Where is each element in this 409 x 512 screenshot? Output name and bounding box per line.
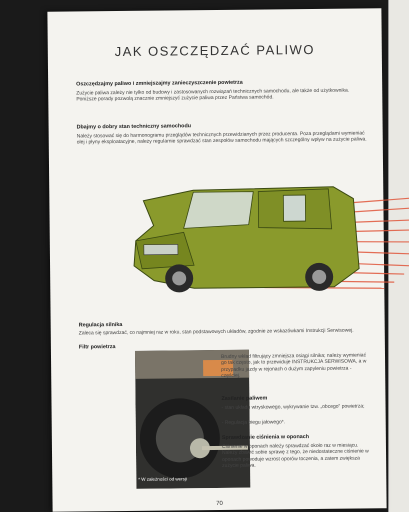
car-illustration	[83, 168, 409, 321]
air-filter-body: Brudny wkład filtrujący zmniejsza osiągi silnika; należy wymieniać go tak często, jak to przewiduje INSTRUKCJA SERWISOWA, a w przypadku jazdy w rejonach o dużym zapyleniu powietrza - częściej.	[220, 352, 367, 379]
section-heading-air-filter: Filtr powietrza	[78, 344, 116, 351]
page-number: 70	[216, 500, 223, 508]
section-heading-maintenance: Dbajmy o dobry stan techniczny samochodu	[76, 123, 192, 131]
tires-body: Ciśnienie w oponach należy sprawdzać około raz w miesiącu. Należy zbawić sobie sprawę z tego, że niedostateczne ciśnienie w oponach powoduje wzrost oporów toczenia, a zatem zwiększa zużycie paliwa.	[221, 442, 369, 469]
fuel-item-1: - stan układu wtryskowego, wykrywanie tzw. „obcego" powietrza;	[221, 403, 365, 411]
section-heading-tires: Sprawdzanie ciśnienia w oponach	[221, 434, 310, 441]
book-page	[47, 8, 386, 511]
section-heading-economy: Oszczędzajmy paliwo i zmniejszajmy zanieczyszczenie powietrza	[76, 79, 243, 88]
section-heading-engine: Regulacja silnika	[78, 321, 123, 329]
fuel-item-2: - Regulacja biegu jałowego*.	[221, 419, 286, 426]
section-body-maintenance: Należy stosować się do harmonogramu przeglądów technicznych przewidzianych przez producenta. Poza przeglądami wymieniać olej i płyny eksploatacyjne, należy regularnie sprawdzać stan zespołów samochodu mających szczególny wpływ na zużycie paliwa.	[76, 130, 367, 146]
section-body-engine: Zaleca się sprawdzać, co najmniej raz w roku, stan podstawowych układów, zgodnie ze wskazówkami Instrukcji Serwisowej.	[78, 327, 354, 337]
footnote: * W zależności od wersji	[138, 476, 187, 482]
section-heading-fuel: Zasilanie paliwem	[221, 395, 268, 402]
page-title: JAK OSZCZĘDZAĆ PALIWO	[114, 41, 316, 60]
section-body-economy: Zużycie paliwa zależy nie tylko od budowy i zastosowanych rozwiązań technicznych samochodu, ale także od użytkownika. Poniższe porady pozwolą znacznie zmniejszyć zużycie paliwa przez Państwa samochód.	[76, 87, 350, 103]
